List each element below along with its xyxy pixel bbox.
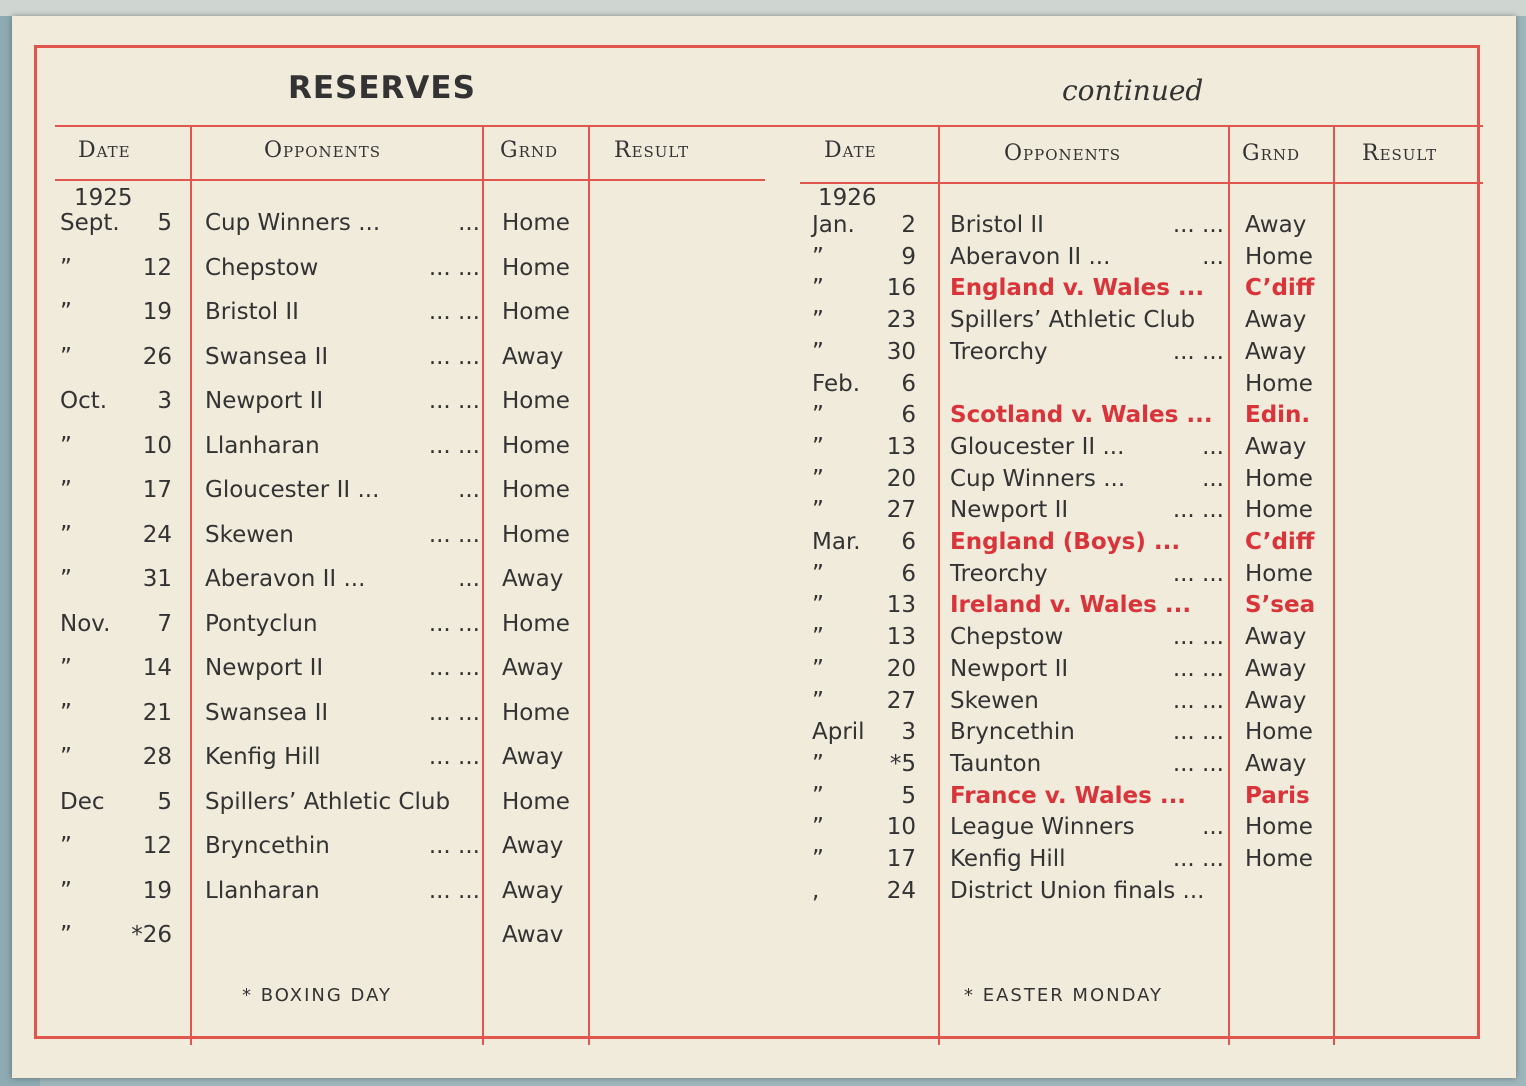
right-row-ground: Away [1245,212,1307,238]
right-row-day: 6 [901,529,916,555]
right-row-day: 30 [886,338,916,365]
right-row-ground: Home [1245,465,1313,492]
right-row-dots: ... ... [1172,655,1224,682]
right-row-opponent: Newport II [950,497,1069,524]
left-row-day: 3 [157,388,172,414]
left-row-dots: ... [458,566,480,592]
right-row-month: ” [812,750,824,777]
right-row-opponent: Scotland v. Wales ... [950,402,1213,429]
right-row-month: ” [812,338,824,365]
right-row-ground: Home [1245,719,1313,746]
right-row-day: 9 [901,243,916,270]
left-row-month: ” [60,699,72,726]
left-row-opponent: Bryncethin [205,833,330,859]
right-row-opponent: Taunton [950,750,1042,777]
left-row-opponent: Kenfig Hill [205,744,321,770]
continued-label: continued [1062,74,1204,107]
right-row-opponent: District Union finals ... [950,877,1205,904]
left-row-ground: Home [502,254,570,281]
left-row-day: 5 [157,210,172,236]
left-row-month: ” [60,254,72,281]
left-row-day: 14 [142,655,172,681]
left-row-opponent: Spillers’ Athletic Club [205,788,451,815]
left-row-month: Nov. [60,610,111,637]
right-row-month: ” [812,402,824,429]
col-rule-right-date [938,127,940,1045]
right-row-month: ” [812,782,824,809]
right-row-day: 23 [886,307,916,334]
left-row-opponent: Cup Winners ... [205,210,381,236]
header-top-rule [55,125,1483,127]
right-row-day: 24 [886,877,916,904]
right-row-dots: ... ... [1172,624,1224,651]
left-row-ground: Home [502,432,570,459]
right-row-ground: Away [1245,338,1307,365]
left-row-opponent: Aberavon II ... [205,566,366,592]
right-row-opponent: France v. Wales ... [950,782,1187,809]
right-row-day: 5 [901,782,916,809]
left-row-ground: Home [502,699,570,726]
left-row-ground: Away [502,655,564,681]
right-row-opponent: Gloucester II ... [950,433,1125,460]
header-opponents-right: Opponents [1004,141,1121,166]
left-row-ground: Away [502,833,564,859]
right-row-dots: ... ... [1172,212,1224,238]
header-result-right: Result [1362,141,1438,166]
left-row-opponent: Newport II [205,388,324,414]
left-row-ground: Awav [502,922,564,948]
right-row-opponent: England (Boys) ... [950,529,1181,555]
right-row-ground: Paris [1245,782,1310,809]
left-row-opponent: Bristol II [205,299,299,325]
left-row-dots: ... ... [428,655,480,681]
left-row-day: 5 [157,788,172,815]
left-row-month: ” [60,922,72,948]
right-row-ground: C’diff [1245,529,1315,555]
footnote-easter-monday: * EASTER MONDAY [964,985,1164,1006]
right-row-month: ” [812,655,824,682]
right-row-ground: Away [1245,433,1307,460]
right-row-month: ” [812,307,824,334]
left-row-opponent: Pontyclun [205,610,318,637]
left-row-dots: ... ... [428,833,480,859]
right-row-ground: Away [1245,624,1307,651]
left-row-day: 12 [142,833,172,859]
right-row-dots: ... [1202,433,1224,460]
col-rule-right-opponents [1228,127,1230,1045]
left-row-day: 31 [142,566,172,592]
header-opponents-left: Opponents [264,138,381,163]
right-row-month: April [812,719,865,746]
left-row-month: Dec [60,788,105,815]
right-row-month: , [812,877,820,904]
left-row-month: Oct. [60,388,108,414]
header-grnd-left: Grnd [500,138,559,163]
left-row-month: ” [60,432,72,459]
left-row-month: ” [60,877,72,904]
right-row-ground: S’sea [1245,592,1316,619]
left-row-dots: ... ... [428,432,480,459]
left-row-opponent: Llanharan [205,432,320,459]
year-left: 1925 [74,185,133,211]
right-row-day: 13 [886,433,916,460]
left-row-dots: ... ... [428,610,480,637]
left-row-ground: Home [502,299,570,325]
left-row-opponent: Swansea II [205,343,329,370]
page-title: RESERVES [288,70,476,106]
right-row-day: 10 [886,814,916,841]
header-date-right: Date [824,138,877,163]
right-row-opponent: Kenfig Hill [950,846,1066,872]
right-row-month: ” [812,243,824,270]
right-row-opponent: Ireland v. Wales ... [950,592,1192,619]
right-row-day: 13 [886,624,916,651]
right-row-ground: Home [1245,497,1313,524]
left-row-opponent: Newport II [205,655,324,681]
right-row-month: ” [812,465,824,492]
left-row-month: ” [60,477,72,503]
left-row-day: 19 [142,877,172,904]
left-row-dots: ... ... [428,744,480,770]
background-top [0,0,1526,16]
left-row-dots: ... ... [428,299,480,325]
right-row-opponent: Cup Winners ... [950,465,1126,492]
left-row-ground: Home [502,477,570,503]
col-rule-left-grnd [588,127,590,1045]
right-row-month: ” [812,624,824,651]
right-row-month: Mar. [812,529,861,555]
right-row-dots: ... [1202,465,1224,492]
right-row-ground: Home [1245,846,1313,872]
header-result-left: Result [614,138,690,163]
left-row-ground: Away [502,566,564,592]
left-row-day: 17 [142,477,172,503]
left-row-opponent: Chepstow [205,254,319,281]
col-rule-left-opponents [482,127,484,1045]
right-row-dots: ... ... [1172,497,1224,524]
right-row-opponent: Treorchy [950,338,1048,365]
right-row-day: 6 [901,560,916,587]
left-row-dots: ... ... [428,343,480,370]
left-row-day: 10 [142,432,172,459]
right-row-day: 13 [886,592,916,619]
right-row-opponent: Newport II [950,655,1069,682]
right-row-ground: Away [1245,307,1307,334]
left-row-day: 19 [142,299,172,325]
right-row-ground: Home [1245,370,1313,397]
right-row-opponent: Spillers’ Athletic Club [950,307,1196,334]
right-row-ground: Away [1245,687,1307,714]
right-row-ground: C’diff [1245,275,1315,302]
right-row-day: 2 [901,212,916,238]
left-row-day: 26 [142,343,172,370]
right-row-ground: Home [1245,814,1313,841]
left-row-dots: ... ... [428,254,480,281]
header-bottom-rule-left [55,179,765,181]
right-row-opponent: England v. Wales ... [950,275,1205,302]
left-row-day: 12 [142,254,172,281]
right-row-month: ” [812,497,824,524]
left-row-day: 21 [142,699,172,726]
right-row-day: *5 [889,750,916,777]
left-row-dots: ... ... [428,521,480,548]
right-row-day: 3 [901,719,916,746]
right-row-opponent: Treorchy [950,560,1048,587]
right-row-month: ” [812,560,824,587]
right-row-dots: ... ... [1172,338,1224,365]
right-row-opponent: League Winners [950,814,1135,841]
left-row-day: 28 [142,744,172,770]
left-row-opponent: Skewen [205,521,294,548]
left-row-month: ” [60,343,72,370]
col-rule-left-date [190,127,192,1045]
left-row-dots: ... ... [428,699,480,726]
right-row-opponent: Aberavon II ... [950,243,1111,270]
footnote-boxing-day: * BOXING DAY [242,985,392,1006]
left-row-dots: ... ... [428,877,480,904]
right-row-dots: ... ... [1172,750,1224,777]
left-row-ground: Away [502,744,564,770]
left-row-opponent: Swansea II [205,699,329,726]
left-row-day: 24 [142,521,172,548]
right-row-month: ” [812,275,824,302]
right-row-opponent: Chepstow [950,624,1064,651]
right-row-day: 17 [886,846,916,872]
left-row-ground: Home [502,610,570,637]
left-row-month: ” [60,299,72,325]
header-grnd-right: Grnd [1242,141,1301,166]
left-row-opponent: Gloucester II ... [205,477,380,503]
left-row-month: ” [60,744,72,770]
header-date-left: Date [78,138,131,163]
right-row-day: 20 [886,465,916,492]
left-row-dots: ... ... [428,388,480,414]
right-row-ground: Home [1245,560,1313,587]
left-row-ground: Home [502,521,570,548]
col-rule-right-grnd [1333,127,1335,1045]
right-row-month: Feb. [812,370,861,397]
left-row-ground: Home [502,788,570,815]
left-row-ground: Home [502,388,570,414]
right-row-day: 6 [901,370,916,397]
left-row-ground: Away [502,877,564,904]
left-row-day: *26 [131,922,172,948]
left-row-month: ” [60,833,72,859]
right-row-month: ” [812,814,824,841]
right-row-dots: ... ... [1172,846,1224,872]
left-row-dots: ... [458,477,480,503]
left-row-month: Sept. [60,210,120,236]
left-row-month: ” [60,655,72,681]
right-row-day: 16 [886,275,916,302]
right-row-ground: Away [1245,750,1307,777]
right-row-opponent: Bryncethin [950,719,1075,746]
right-row-dots: ... ... [1172,687,1224,714]
right-row-month: ” [812,592,824,619]
header-bottom-rule-right [800,182,1483,184]
right-row-dots: ... ... [1172,719,1224,746]
right-row-month: Jan. [812,212,855,238]
right-row-day: 27 [886,687,916,714]
right-row-opponent: Skewen [950,687,1039,714]
right-row-dots: ... [1202,814,1224,841]
right-row-dots: ... ... [1172,560,1224,587]
right-row-month: ” [812,846,824,872]
left-row-ground: Away [502,343,564,370]
left-row-dots: ... [458,210,480,236]
right-row-opponent: Bristol II [950,212,1044,238]
right-row-dots: ... [1202,243,1224,270]
right-row-month: ” [812,687,824,714]
left-row-day: 7 [157,610,172,637]
left-row-month: ” [60,521,72,548]
right-row-ground: Edin. [1245,402,1311,429]
left-row-month: ” [60,566,72,592]
year-right: 1926 [818,185,877,211]
right-row-day: 6 [901,402,916,429]
right-row-day: 20 [886,655,916,682]
left-row-opponent: Llanharan [205,877,320,904]
right-row-month: ” [812,433,824,460]
left-row-ground: Home [502,210,570,236]
right-row-ground: Home [1245,243,1313,270]
right-row-ground: Away [1245,655,1307,682]
right-row-day: 27 [886,497,916,524]
